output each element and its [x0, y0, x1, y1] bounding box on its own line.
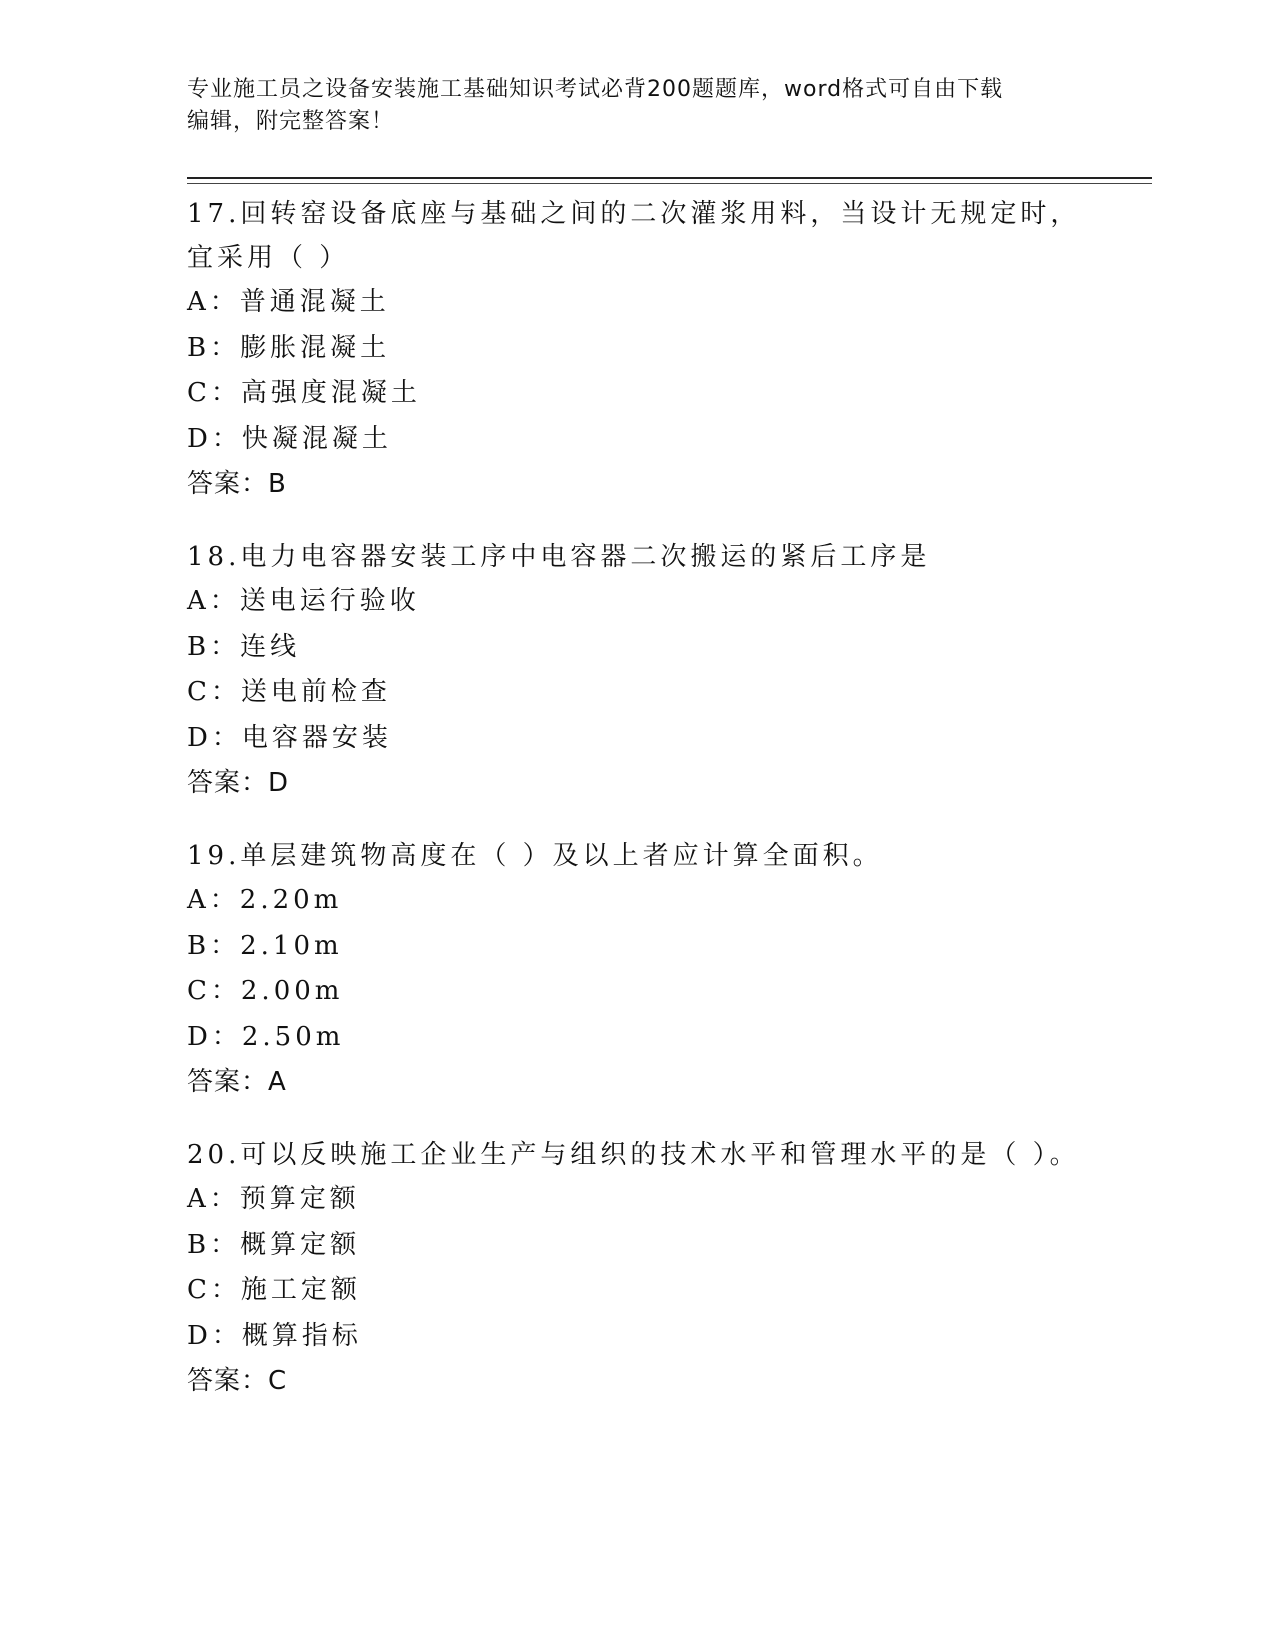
answer-line: 答案：B	[187, 469, 287, 499]
option-d: D：快凝混凝土	[187, 423, 392, 454]
answer-line: 答案：C	[187, 1366, 288, 1396]
option-c: C：高强度混凝土	[187, 378, 421, 408]
question-text: 20.可以反映施工企业生产与组织的技术水平和管理水平的是（ ）。	[187, 1140, 1080, 1170]
question-list	[187, 192, 1087, 1432]
option-a: A：送电运行验收	[187, 586, 420, 616]
header-divider-thick	[187, 177, 1152, 179]
option-c: C：2.00m	[187, 976, 344, 1006]
question-20	[187, 1133, 1087, 1404]
answer-line: 答案：A	[187, 1067, 287, 1097]
option-c: C：送电前检查	[187, 677, 391, 707]
option-d: D：电容器安装	[187, 722, 392, 753]
header-divider-thin	[187, 183, 1152, 184]
question-text: 19.单层建筑物高度在（ ）及以上者应计算全面积。	[187, 841, 883, 871]
option-b: B：连线	[187, 631, 301, 662]
question-text: 18.电力电容器安装工序中电容器二次搬运的紧后工序是	[187, 542, 931, 572]
question-17	[187, 192, 1087, 507]
option-a: A：2.20m	[187, 885, 343, 915]
option-a: A：预算定额	[187, 1184, 360, 1214]
option-a: A：普通混凝土	[187, 287, 390, 317]
option-b: B：概算定额	[187, 1229, 361, 1260]
question-text: 17.回转窑设备底座与基础之间的二次灌浆用料，当设计无规定时，宜采用（ ）	[187, 199, 1081, 273]
option-d: D：概算指标	[187, 1320, 362, 1351]
document-header	[187, 74, 1067, 138]
question-18	[187, 535, 1087, 806]
option-b: B：膨胀混凝土	[187, 332, 391, 363]
question-19	[187, 834, 1087, 1105]
option-c: C：施工定额	[187, 1275, 361, 1305]
option-d: D：2.50m	[187, 1021, 345, 1052]
answer-line: 答案：D	[187, 768, 290, 798]
header-line-1: 专业施工员之设备安装施工基础知识考试必背200题题库，word格式可自由下载	[187, 77, 1004, 102]
header-line-2: 编辑，附完整答案！	[187, 109, 395, 134]
option-b: B：2.10m	[187, 930, 343, 961]
